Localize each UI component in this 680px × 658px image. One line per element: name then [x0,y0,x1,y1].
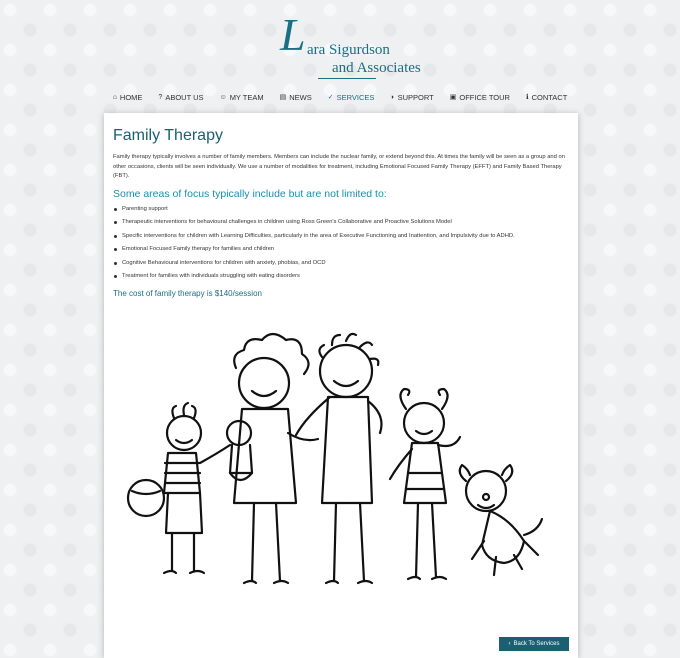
nav-label: ABOUT US [165,92,204,102]
nav-label: SUPPORT [397,92,434,102]
nav-label: MY TEAM [229,92,264,102]
logo-divider [318,78,376,79]
nav-item-news[interactable] [272,90,320,104]
cost-text: The cost of family therapy is $140/session [113,289,262,298]
intro-paragraph: Family therapy typically involves a number of family members. Members can include the nuclear family, or extend beyond this. At times the family will be seen as a group and on other occasions, clients will be seen individually. We use a number of modalities for treatment, including Emotional Focused Family Therapy (EFFT) and Family Based Therapy (FBT). [113,154,565,179]
logo-name: ara Sigurdson [307,42,390,58]
nav-item-home[interactable] [105,90,151,104]
users-icon: ☺ [219,93,227,101]
list-item: Parenting support [113,205,573,218]
list-item: Treatment for families with individuals struggling with eating disorders [113,272,573,285]
info-icon: ℹ [525,93,529,101]
nav-label: OFFICE TOUR [459,92,510,102]
content-card [104,113,578,658]
home-icon: ⌂ [112,93,117,101]
focus-list [113,205,573,285]
logo-subtitle: and Associates [332,60,421,76]
nav-item-about-us[interactable] [150,90,211,104]
list-item: Specific interventions for children with Learning Difficulties, particularly in the area of Executive Functioning and Inattention, and Impulsivity due to ADHD. [113,232,573,245]
nav-item-office-tour[interactable] [442,90,518,104]
back-arrow-icon: ‹ [508,641,511,647]
nav-item-contact[interactable] [518,90,575,104]
main-nav [0,90,680,104]
nav-label: HOME [119,92,143,102]
nav-label: CONTACT [531,92,568,102]
back-to-services-button[interactable] [499,637,569,651]
nav-label: NEWS [289,92,312,102]
list-item: Emotional Focused Family therapy for families and children [113,245,573,258]
nav-item-my-team[interactable] [212,90,272,104]
news-icon: ▤ [279,93,287,101]
focus-heading: Some areas of focus typically include but are not limited to: [113,188,387,200]
shield-icon: ◗ [390,93,395,101]
check-icon: ✓ [327,93,334,101]
nav-label: SERVICES [336,92,375,102]
list-item: Cognitive Behavioural interventions for children with anxiety, phobias, and OCD [113,259,573,272]
list-item: Therapeutic interventions for behavioural challenges in children using Ross Green's Collaborative and Proactive Solutions Model [113,218,573,231]
nav-item-support[interactable] [382,90,441,104]
page-title: Family Therapy [113,127,223,144]
nav-item-services[interactable] [320,90,383,104]
picture-icon: ▣ [449,93,457,101]
back-button-label: Back To Services [513,641,560,647]
logo-initial: L [280,9,306,60]
site-logo[interactable] [270,9,430,82]
question-icon: ? [158,93,163,101]
family-illustration [124,323,564,593]
